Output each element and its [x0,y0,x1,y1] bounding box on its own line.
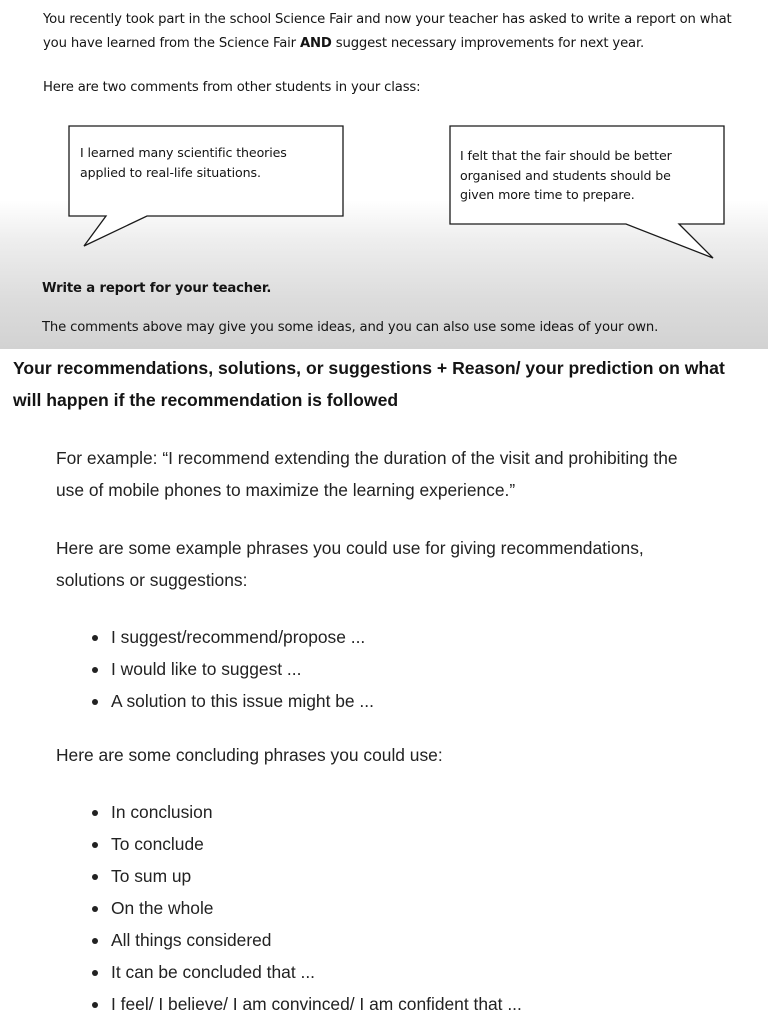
intro-and: AND [299,36,332,51]
phrases-intro [56,532,768,596]
bubble-right-line-3: given more time to prepare. [460,187,635,202]
list-item [56,956,522,988]
concluding-phrase: On the whole [111,898,214,918]
bubble-left-text [80,143,287,182]
list-item [56,621,374,653]
section-heading-line-1: Your recommendations, solutions, or suggestions + Reason/ your prediction on what [13,358,725,378]
list-item [56,653,374,685]
task-note: The comments above may give you some ideas, and you can also use some ideas of your own. [42,320,659,335]
section-heading [13,352,768,416]
section-heading-line-2: will happen if the recommendation is followed [13,390,399,410]
bullet-icon [92,842,98,848]
task-heading: Write a report for your teacher. [42,281,272,296]
bubble-left-line-2: applied to real-life situations. [80,164,261,180]
example-paragraph [56,442,768,506]
bullet-icon [92,874,98,880]
concluding-phrase: All things considered [111,930,272,950]
bubble-right-line-1: I felt that the fair should be better [460,148,672,163]
example-line-1: For example: “I recommend extending the duration of the visit and prohibiting the [56,448,678,468]
list-item [56,924,522,956]
recommendation-phrase: I would like to suggest ... [111,659,302,679]
recommendation-phrase: I suggest/recommend/propose ... [111,627,366,647]
concluding-phrase: To sum up [111,866,192,886]
bubble-left-line-1: I learned many scientific theories [80,145,287,160]
concluding-phrase: I feel/ I believe/ I am convinced/ I am confident that ... [111,994,522,1014]
bullet-icon [92,667,98,673]
concluding-phrase: In conclusion [111,802,213,822]
list-item [56,988,522,1020]
list-item [56,860,522,892]
bubble-right-text [460,146,672,205]
intro-line-2-end: suggest necessary improvements for next year. [331,36,645,51]
bullet-icon [92,970,98,976]
bullet-icon [92,938,98,944]
bullet-icon [92,906,98,912]
example-line-2: use of mobile phones to maximize the learning experience.” [56,480,516,500]
concluding-phrase: To conclude [111,834,204,854]
concluding-phrase-list [56,796,522,1020]
list-item [56,828,522,860]
phrases-intro-line-1: Here are some example phrases you could use for giving recommendations, [56,538,644,558]
concluding-phrase: It can be concluded that ... [111,962,315,982]
intro-line-2-start: you have learned from the Science Fair [43,36,300,51]
list-item [56,892,522,924]
bubble-right-line-2: organised and students should be [460,167,671,183]
comments-intro: Here are two comments from other students in your class: [43,80,421,95]
worksheet-scan [0,0,768,349]
phrases-intro-line-2: solutions or suggestions: [56,570,248,590]
concluding-intro: Here are some concluding phrases you could use: [56,745,443,765]
list-item [56,796,522,828]
bullet-icon [92,810,98,816]
intro-line-1: You recently took part in the school Science Fair and now your teacher has asked to write a report on what [43,12,732,27]
bullet-icon [92,635,98,641]
list-item [56,685,374,717]
recommendation-phrase: A solution to this issue might be ... [111,691,374,711]
bullet-icon [92,1002,98,1008]
bullet-icon [92,699,98,705]
recommendation-phrase-list [56,621,374,717]
